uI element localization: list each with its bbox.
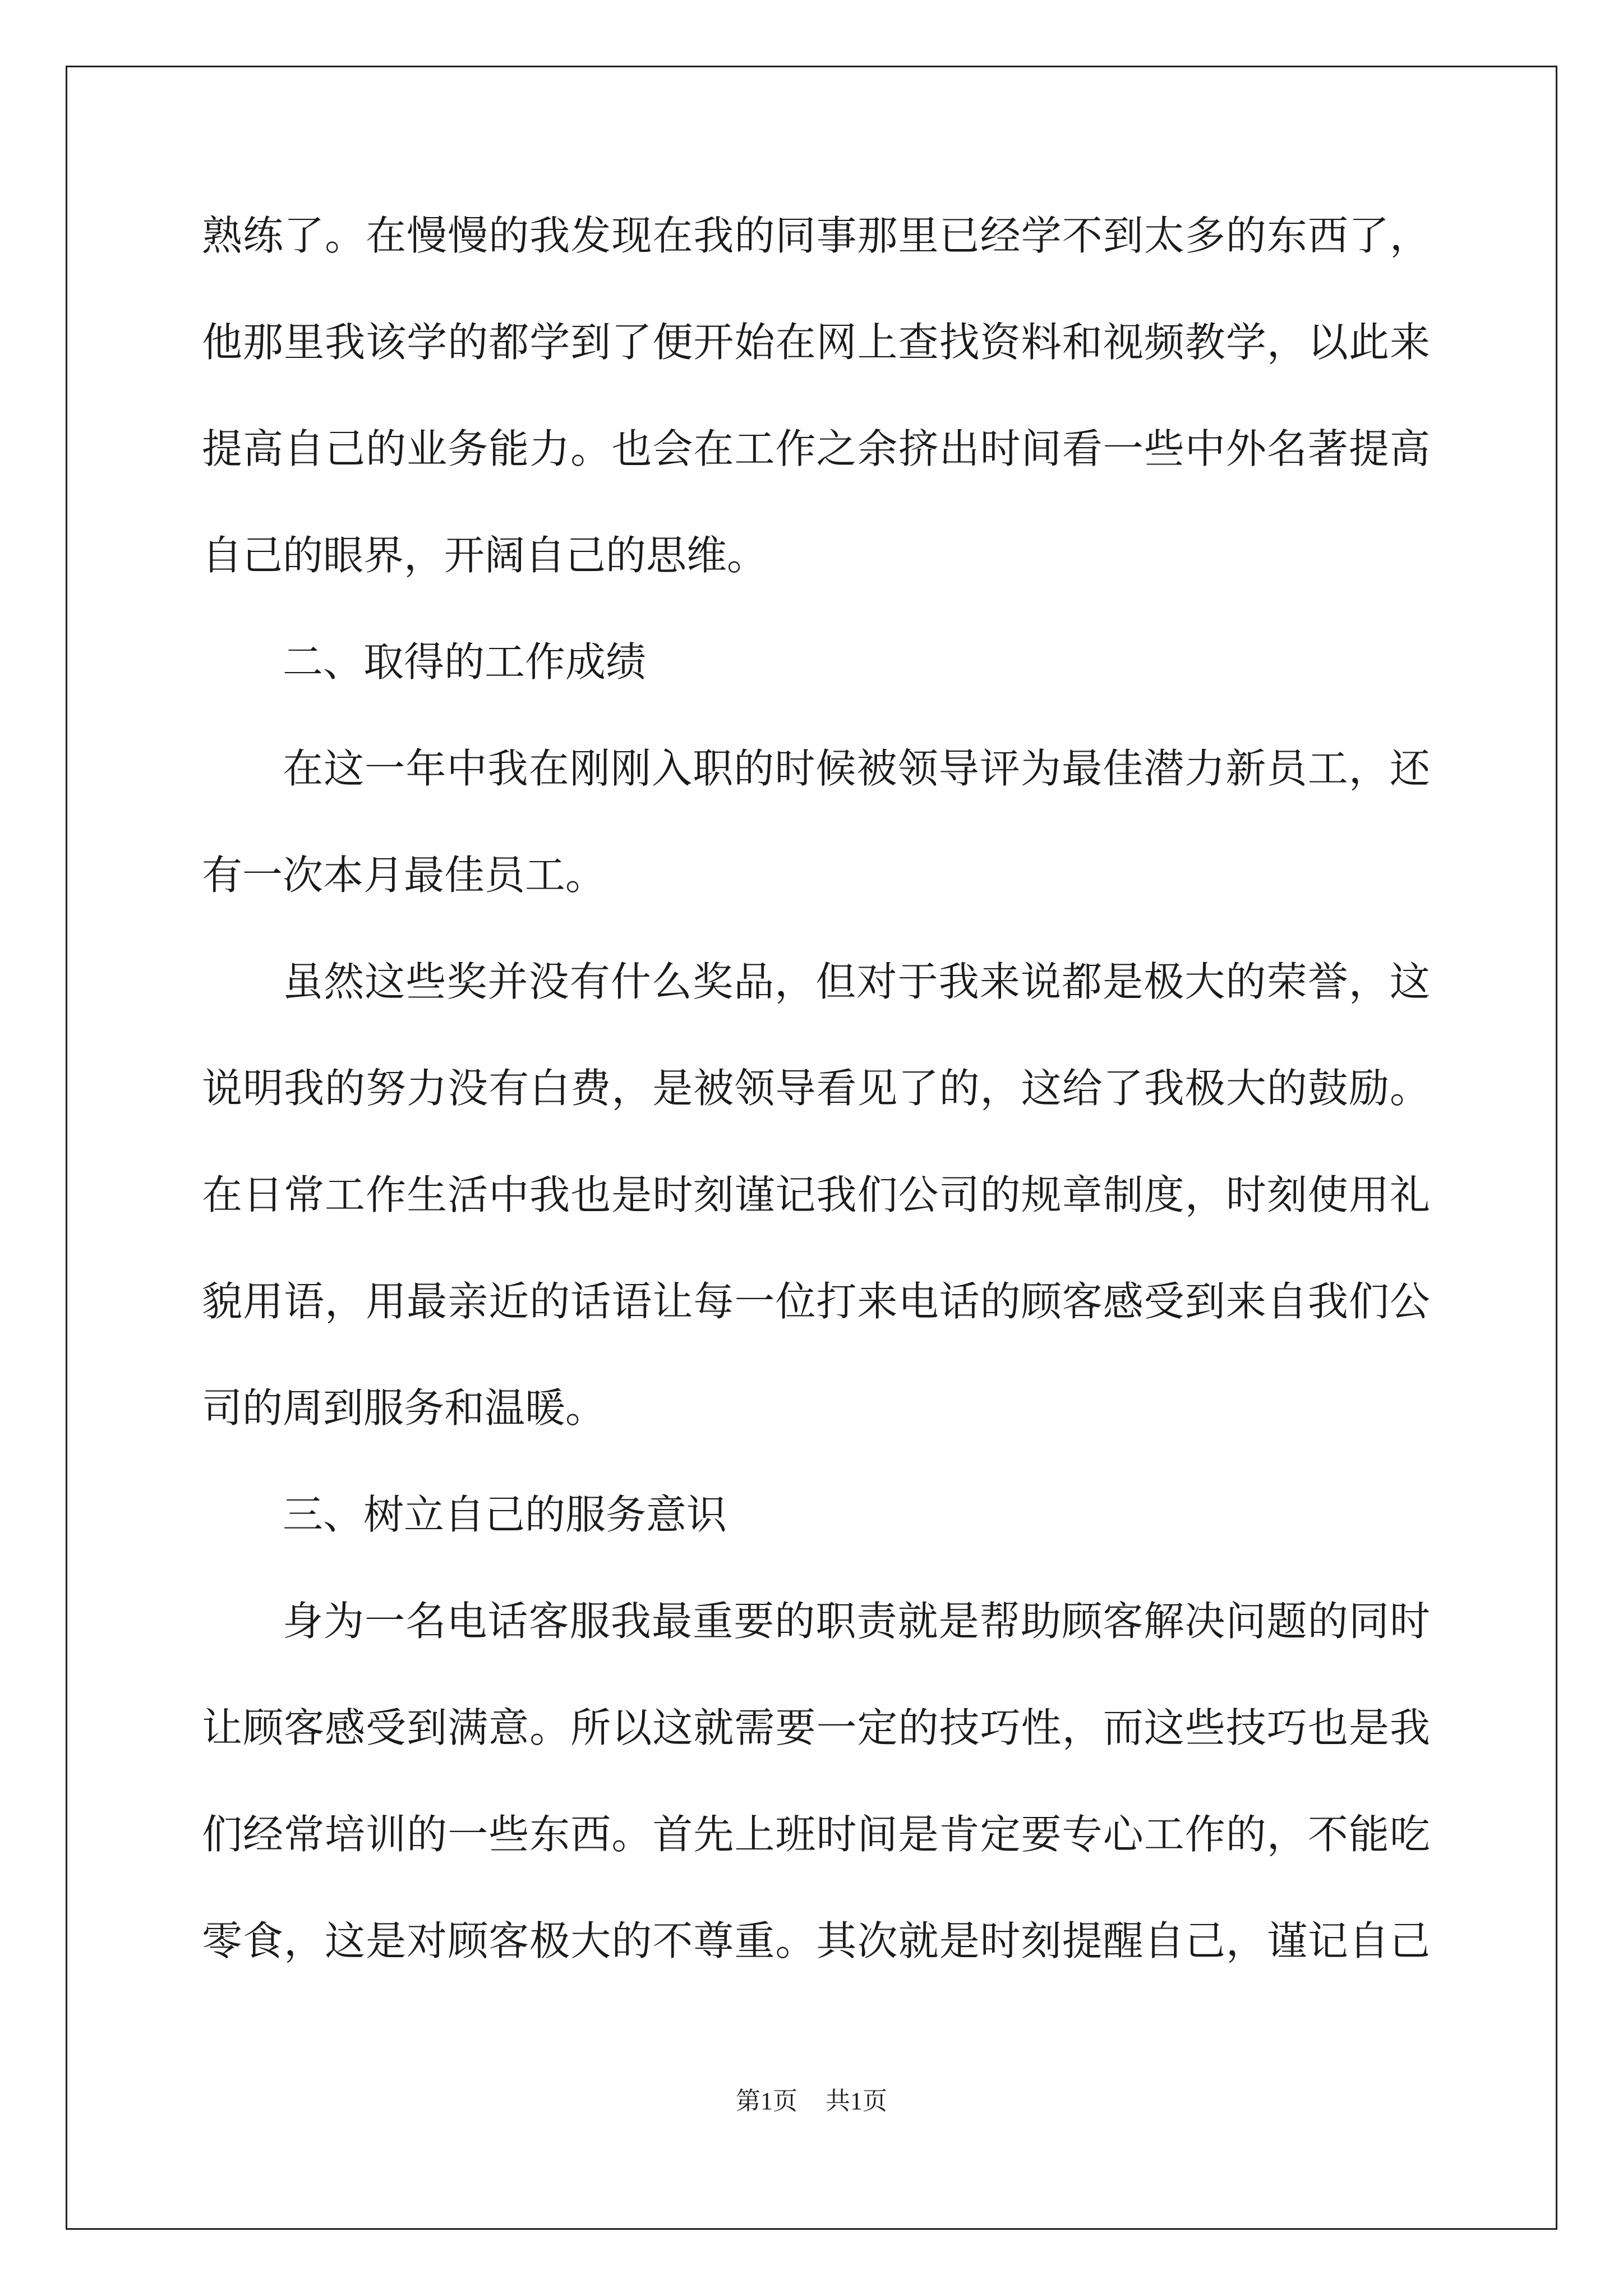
text-line-4: 自己的眼界，开阔自己的思维。 (202, 533, 768, 579)
text-line-3: 提高自己的业务能力。也会在工作之余挤出时间看一些中外名著提高 (202, 426, 1430, 472)
text-line-17: 零食，这是对顾客极大的不尊重。其次就是时刻提醒自己，谨记自己 (202, 1918, 1430, 1964)
text-line-10: 在日常工作生活中我也是时刻谨记我们公司的规章制度，时刻使用礼 (202, 1172, 1430, 1218)
text-line-1: 熟练了。在慢慢的我发现在我的同事那里已经学不到太多的东西了， (202, 213, 1430, 259)
text-line-6: 在这一年中我在刚刚入职的时候被领导评为最佳潜力新员工，还 (283, 746, 1430, 792)
text-line-2: 他那里我该学的都学到了便开始在网上查找资料和视频教学，以此来 (202, 320, 1430, 366)
text-line-14: 身为一名电话客服我最重要的职责就是帮助顾客解决问题的同时 (283, 1599, 1430, 1645)
section-heading-3: 三、树立自己的服务意识 (283, 1492, 727, 1538)
document-body (202, 213, 1430, 2025)
text-line-11: 貌用语，用最亲近的话语让每一位打来电话的顾客感受到来自我们公 (202, 1279, 1430, 1325)
text-line-8: 虽然这些奖并没有什么奖品，但对于我来说都是极大的荣誉，这 (283, 959, 1430, 1005)
text-line-16: 们经常培训的一些东西。首先上班时间是肯定要专心工作的，不能吃 (202, 1812, 1430, 1858)
section-heading-2: 二、取得的工作成绩 (283, 639, 647, 685)
text-line-9: 说明我的努力没有白费，是被领导看见了的，这给了我极大的鼓励。 (202, 1066, 1430, 1112)
page-total: 共1页 (826, 2087, 887, 2115)
page-footer (0, 2086, 1623, 2117)
text-line-15: 让顾客感受到满意。所以这就需要一定的技巧性，而这些技巧也是我 (202, 1705, 1430, 1751)
text-line-7: 有一次本月最佳员工。 (202, 853, 606, 899)
text-line-12: 司的周到服务和温暖。 (202, 1386, 606, 1432)
page-number: 第1页 (736, 2087, 797, 2115)
